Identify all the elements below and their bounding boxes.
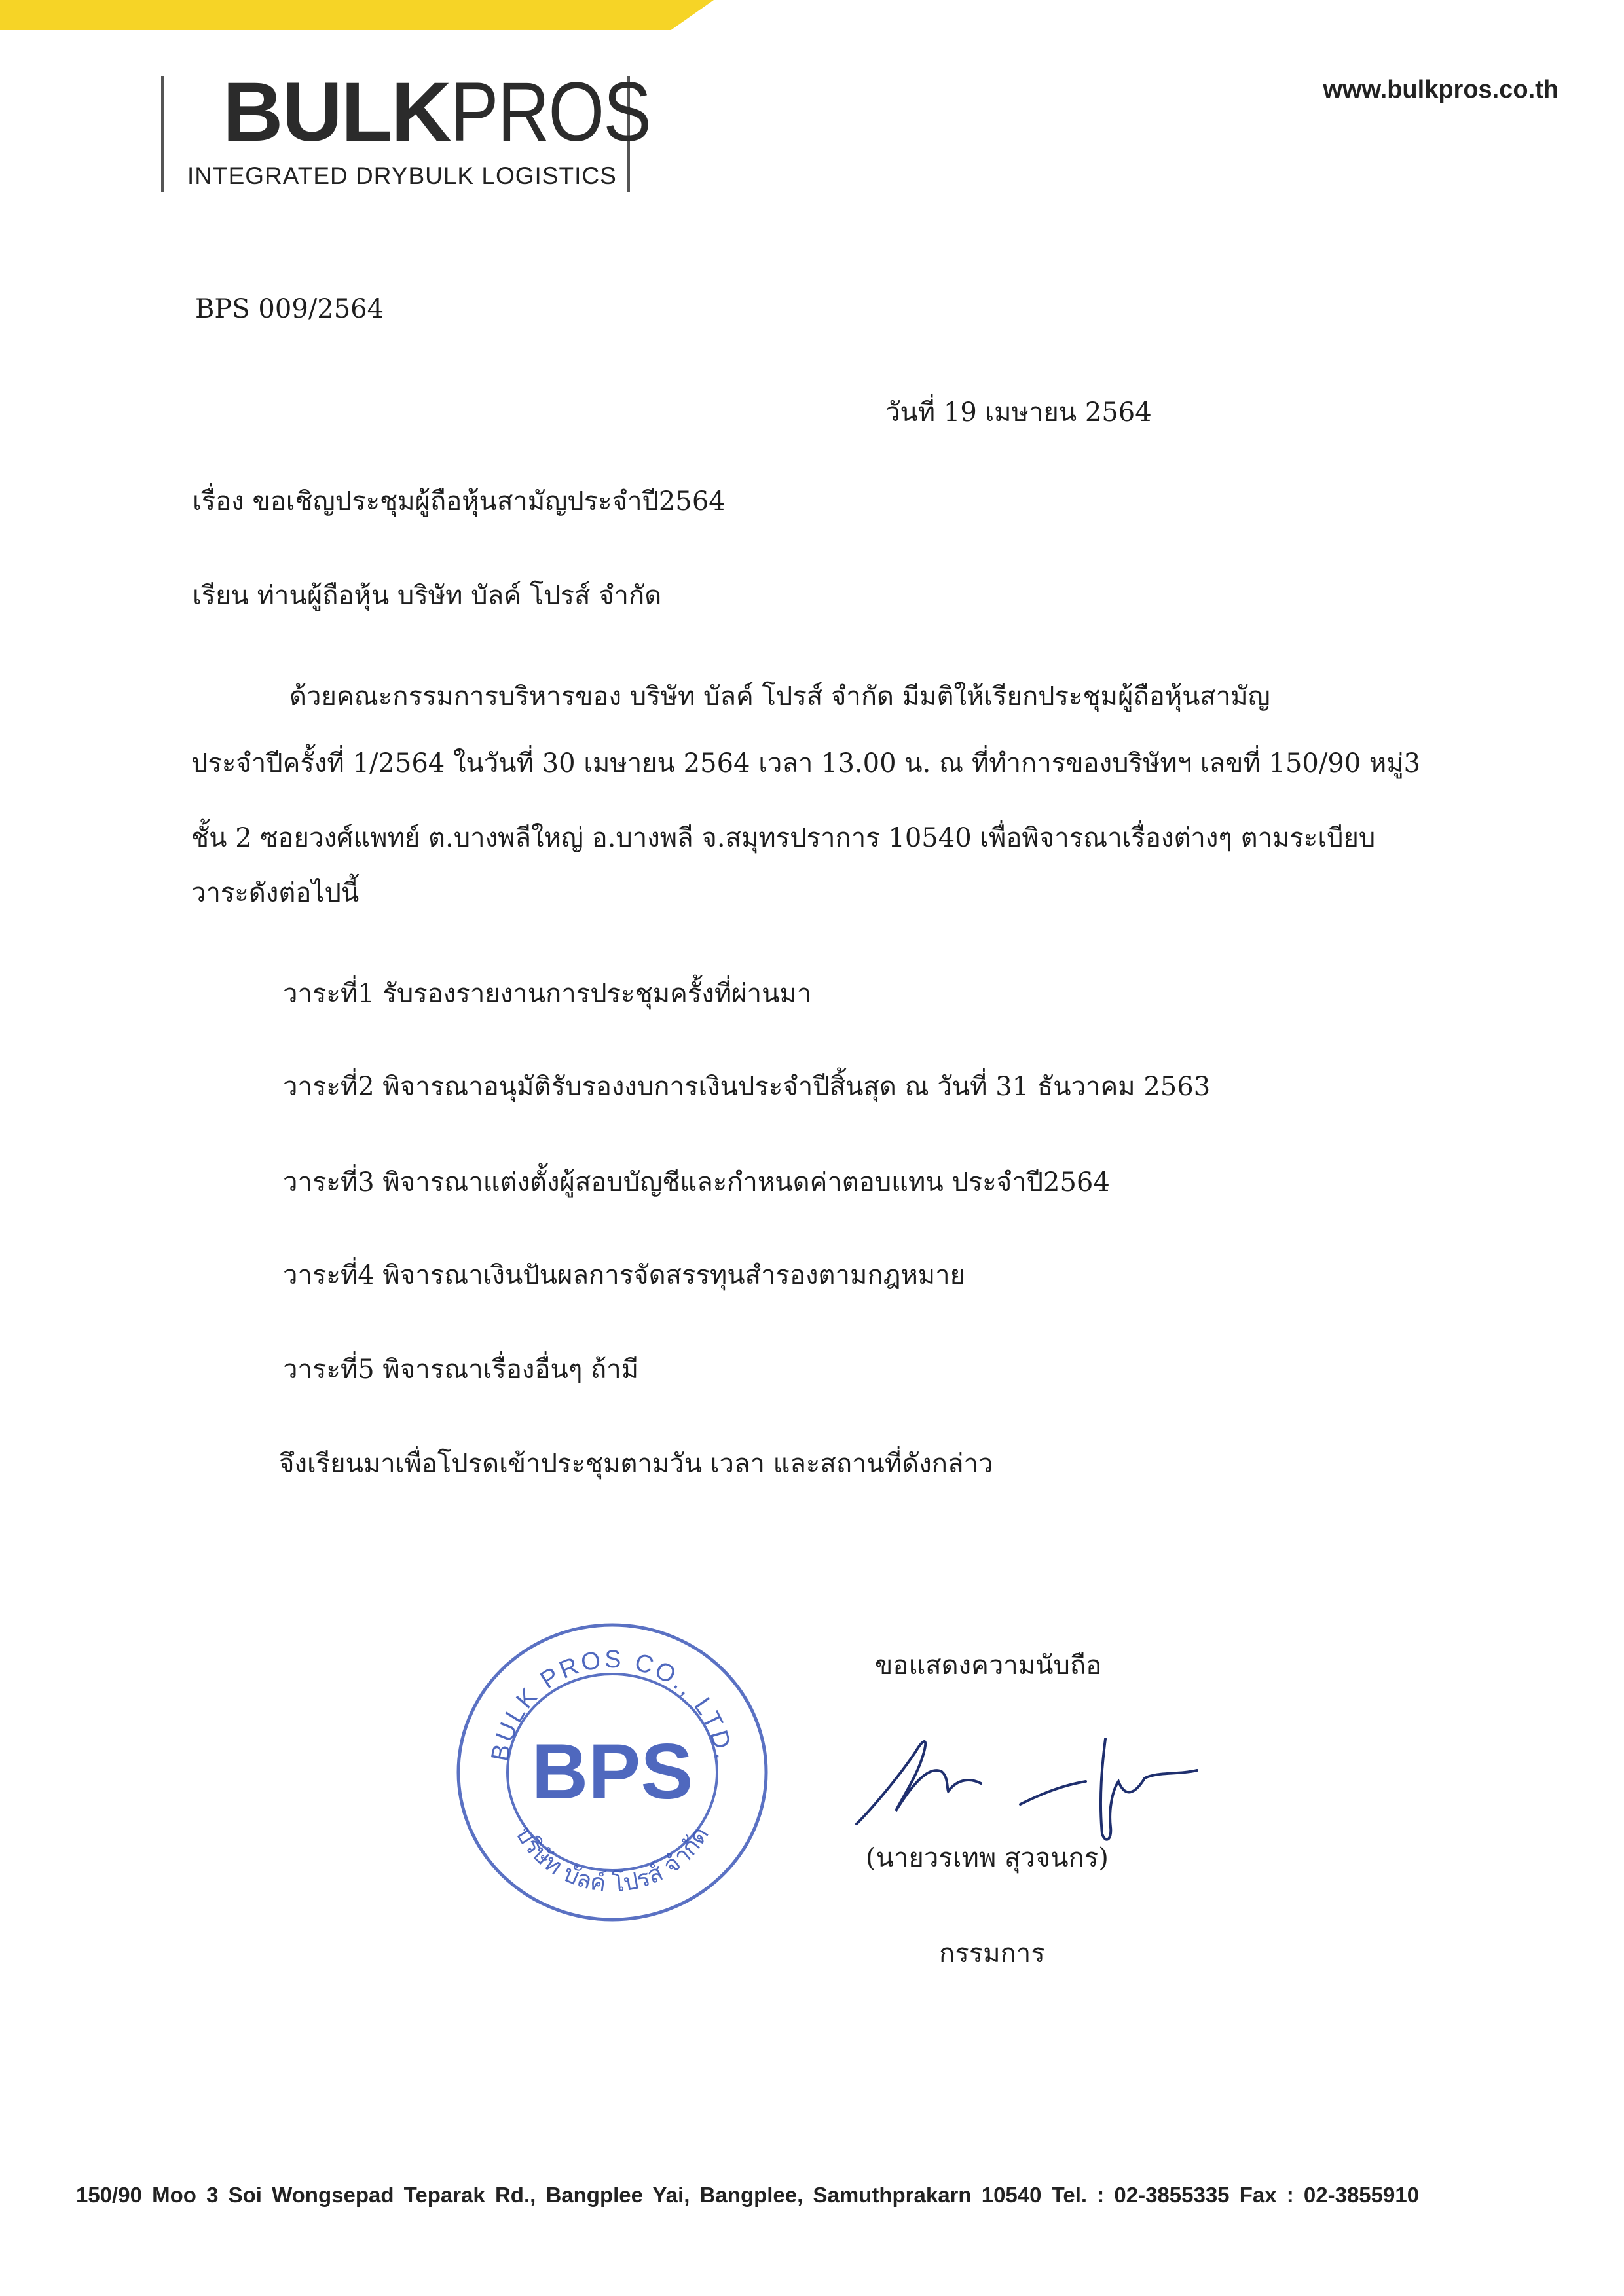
handwritten-signature (850, 1700, 1243, 1850)
agenda-item: วาระที่3 พิจารณาแต่งตั้งผู้สอบบัญชีและกำหนดค่าตอบแทน ประจำปี2564 (283, 1167, 1110, 1197)
logo-bold-text: BULK (223, 65, 451, 159)
letter-subject: เรื่อง ขอเชิญประชุมผู้ถือหุ้นสามัญประจำปี2564 (193, 486, 726, 517)
agenda-item: วาระที่4 พิจารณาเงินปันผลการจัดสรรทุนสำรองตามกฎหมาย (283, 1260, 966, 1290)
regards-text: ขอแสดงความนับถือ (875, 1650, 1102, 1681)
closing-line: จึงเรียนมาเพื่อโปรดเข้าประชุมตามวัน เวลา และสถานที่ดังกล่าว (279, 1449, 993, 1479)
logo-light-text: PROS (450, 65, 650, 159)
letter-date: วันที่ 19 เมษายน 2564 (885, 397, 1152, 428)
seal-center-text: BPS (531, 1728, 693, 1815)
body-line: ด้วยคณะกรรมการบริหารของ บริษัท บัลค์ โปรส์ จำกัด มีมติให้เรียกประชุมผู้ถือหุ้นสามัญ (289, 682, 1270, 712)
agenda-item: วาระที่2 พิจารณาอนุมัติรับรองงบการเงินประจำปีสิ้นสุด ณ วันที่ 31 ธันวาคม 2563 (283, 1072, 1211, 1102)
body-line: ประจำปีครั้งที่ 1/2564 ในวันที่ 30 เมษายน 2564 เวลา 13.00 น. ณ ที่ทำการของบริษัทฯ เลขที่ 150/90 หมู่3 (191, 748, 1421, 778)
header-accent-bar (0, 0, 714, 30)
agenda-item: วาระที่1 รับรองรายงานการประชุมครั้งที่ผ่านมา (283, 979, 812, 1009)
company-logo (223, 65, 682, 159)
company-website: www.bulkpros.co.th (1323, 76, 1559, 103)
svg-text:บริษัท บัลค์ โปรส์ จำกัด (510, 1822, 714, 1897)
footer-address: 150/90 Moo 3 Soi Wongsepad Teparak Rd., Bangplee Yai, Bangplee, Samuthprakarn 10540 Tel. : 02-3855335 Fax : 02-3855910 (76, 2183, 1420, 2207)
letter-recipient: เรียน ท่านผู้ถือหุ้น บริษัท บัลค์ โปรส์ จำกัด (193, 581, 662, 611)
reference-number: BPS 009/2564 (195, 294, 384, 324)
body-line: ชั้น 2 ซอยวงศ์แพทย์ ต.บางพลีใหญ่ อ.บางพลี จ.สมุทรปราการ 10540 เพื่อพิจารณาเรื่องต่างๆ ตามระเบียบ (191, 823, 1376, 853)
signer-title: กรรมการ (939, 1939, 1045, 1969)
body-line: วาระดังต่อไปนี้ (191, 878, 360, 908)
logo-tagline: INTEGRATED DRYBULK LOGISTICS (187, 162, 617, 189)
seal-bottom-text: บริษัท บัลค์ โปรส์ จำกัด (510, 1821, 714, 1898)
agenda-item: วาระที่5 พิจารณาเรื่องอื่นๆ ถ้ามี (283, 1355, 639, 1385)
seal-top-text: BULK PROS CO., LTD. (486, 1645, 739, 1764)
signer-name: (นายวรเทพ สุวจนกร) (866, 1843, 1109, 1873)
logo-left-rule (161, 76, 164, 192)
company-seal (452, 1618, 773, 1926)
